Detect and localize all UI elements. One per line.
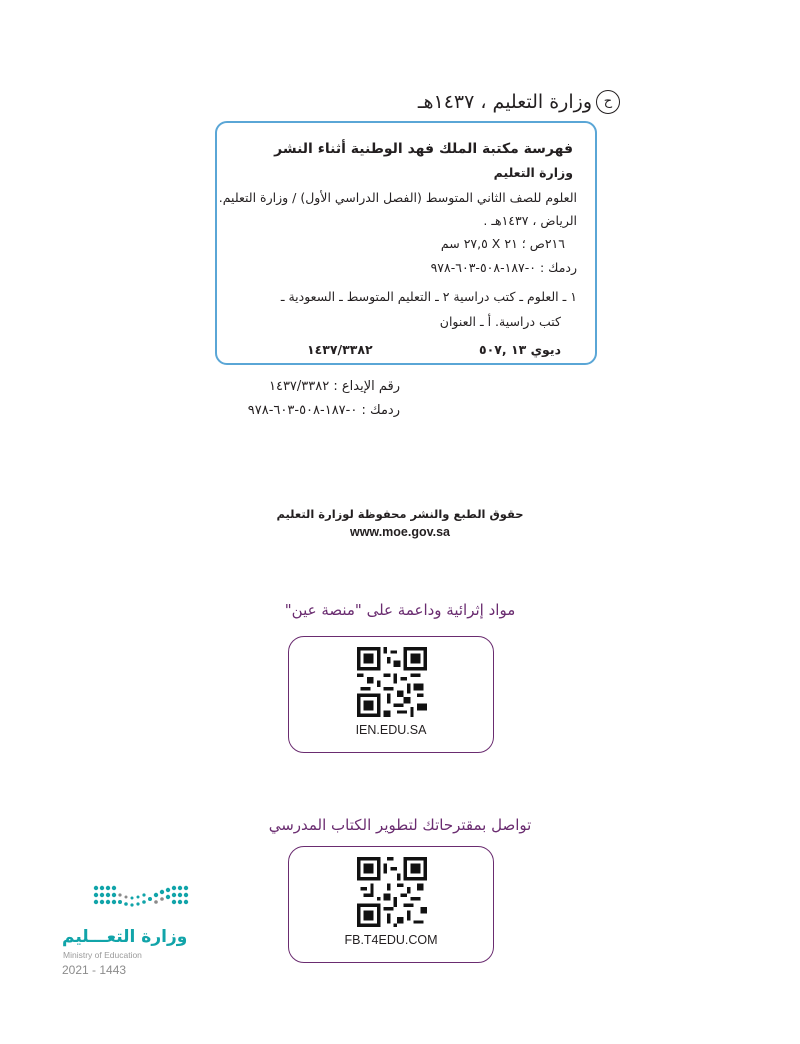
copyright-line	[418, 90, 620, 114]
ministry-logo-dots-icon	[92, 880, 192, 920]
catalog-isbn-line: ردمك : ٠-١٨٧-٥٠٨-٦٠٣-٩٧٨	[430, 260, 577, 275]
ministry-website-link[interactable]: www.moe.gov.sa	[349, 525, 451, 539]
catalog-subjects-line: ١ ـ العلوم ـ كتب دراسية ٢ ـ التعليم المتوسط ـ السعودية ـ	[280, 289, 577, 304]
ien-qr-card[interactable]	[288, 636, 494, 753]
cataloging-card	[215, 121, 597, 365]
catalog-publisher: وزارة التعليم	[493, 165, 573, 180]
catalog-deposit-number: ١٤٣٧/٣٣٨٢	[307, 342, 373, 357]
feedback-section-heading: تواصل بمقترحاتك لتطوير الكتاب المدرسي	[268, 816, 532, 834]
ministry-logo-english-text: Ministry of Education	[63, 950, 142, 960]
copyright-text: وزارة التعليم ، ١٤٣٧هـ	[417, 91, 592, 113]
rights-notice: حقوق الطبع والنشر محفوظة لوزارة التعليم	[276, 507, 524, 521]
catalog-place-line: الرياض ، ١٤٣٧هـ .	[483, 213, 577, 228]
ministry-of-education-logo	[62, 880, 192, 980]
catalog-title-line: العلوم للصف الثاني المتوسط (الفصل الدراسي الأول) / وزارة التعليم.	[218, 190, 577, 205]
isbn-line: ردمك : ٠-١٨٧-٥٠٨-٦٠٣-٩٧٨	[247, 403, 400, 418]
feedback-link-label[interactable]: FB.T4EDU.COM	[344, 933, 438, 947]
catalog-size-line: ٢١٦ص ؛ ٢١ X ٢٧,٥ سم	[440, 236, 565, 251]
catalog-dewey-number: ديوي ١٣ ,٥٠٧	[478, 342, 561, 357]
ministry-logo-arabic-text: وزارة التعـــليم	[62, 927, 188, 947]
copyright-symbol: ح	[596, 90, 620, 114]
catalog-heading: فهرسة مكتبة الملك فهد الوطنية أثناء النشر	[274, 141, 573, 157]
ien-section-heading: مواد إثرائية وداعمة على "منصة عين"	[284, 601, 516, 619]
feedback-qr-card[interactable]	[288, 846, 494, 963]
ministry-logo-year: 2021 - 1443	[62, 963, 127, 977]
qr-code-icon[interactable]	[357, 647, 427, 717]
catalog-subjects-line-2: كتب دراسية. أ ـ العنوان	[439, 314, 561, 329]
deposit-number-line: رقم الإيداع : ١٤٣٧/٣٣٨٢	[268, 379, 400, 394]
ien-link-label[interactable]: IEN.EDU.SA	[355, 723, 427, 737]
qr-code-icon[interactable]	[357, 857, 427, 927]
